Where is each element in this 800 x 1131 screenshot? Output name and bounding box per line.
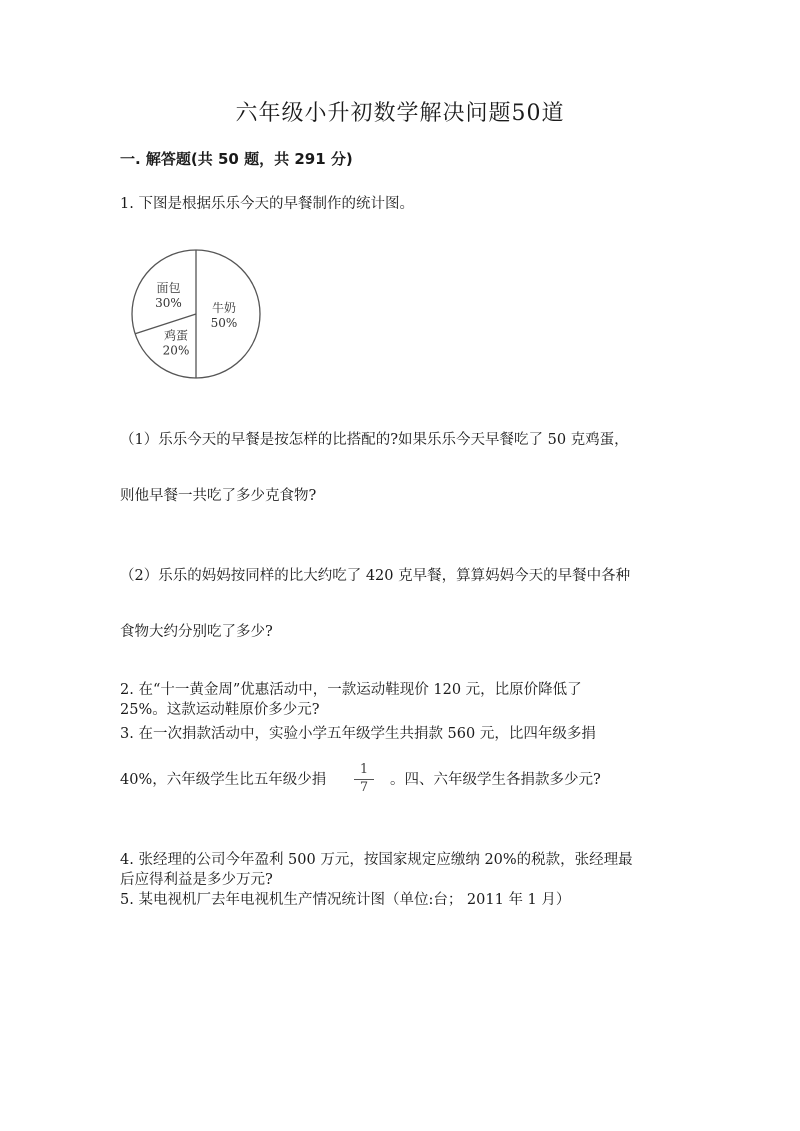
pie-slice-name: 面包: [156, 281, 181, 296]
pie-slice-name: 牛奶: [211, 301, 237, 315]
q1-sub2-line1: （2）乐乐的妈妈按同样的比大约吃了 420 克早餐，算算妈妈今天的早餐中各种: [120, 568, 631, 584]
q4-line1: 4. 张经理的公司今年盈利 500 万元，按国家规定应缴纳 20%的税款，张经理最: [120, 852, 633, 868]
pie-slice-name: 鸡蛋: [164, 328, 189, 343]
q3-line2-post: 。四、六年级学生各捐款多少元?: [390, 772, 601, 788]
q3-line1: 3. 在一次捐款活动中，实验小学五年级学生共捐款 560 元，比四年级多捐: [120, 726, 596, 742]
fraction-one-seventh: [354, 762, 374, 796]
q1-stem: 1. 下图是根据乐乐今天的早餐制作的统计图。: [120, 196, 414, 212]
q1-sub1-line1: （1）乐乐今天的早餐是按怎样的比搭配的?如果乐乐今天早餐吃了 50 克鸡蛋，: [120, 432, 629, 448]
pie-slice-percent: 50%: [210, 316, 238, 330]
q1-sub2-line2: 食物大约分别吃了多少?: [120, 624, 273, 640]
fraction-denominator: 7: [359, 780, 369, 795]
q1-sub1-line2: 则他早餐一共吃了多少克食物?: [120, 488, 317, 504]
breakfast-pie-chart: [126, 244, 266, 384]
page-title: 六年级小升初数学解决问题50道: [235, 101, 565, 126]
q3-line2-pre: 40%，六年级学生比五年级少捐: [120, 772, 327, 788]
pie-slice-percent: 20%: [162, 343, 190, 358]
q2-line2: 25%。这款运动鞋原价多少元?: [120, 702, 320, 718]
fraction-numerator: 1: [354, 762, 374, 780]
pie-slice-percent: 30%: [155, 296, 182, 311]
section-heading: 一. 解答题(共 50 题，共 291 分): [120, 150, 353, 168]
q2-line1: 2. 在“十一黄金周”优惠活动中，一款运动鞋现价 120 元，比原价降低了: [120, 682, 582, 698]
q5-line1: 5. 某电视机厂去年电视机生产情况统计图（单位:台； 2011 年 1 月）: [120, 892, 571, 908]
q4-line2: 后应得利益是多少万元?: [120, 872, 273, 888]
